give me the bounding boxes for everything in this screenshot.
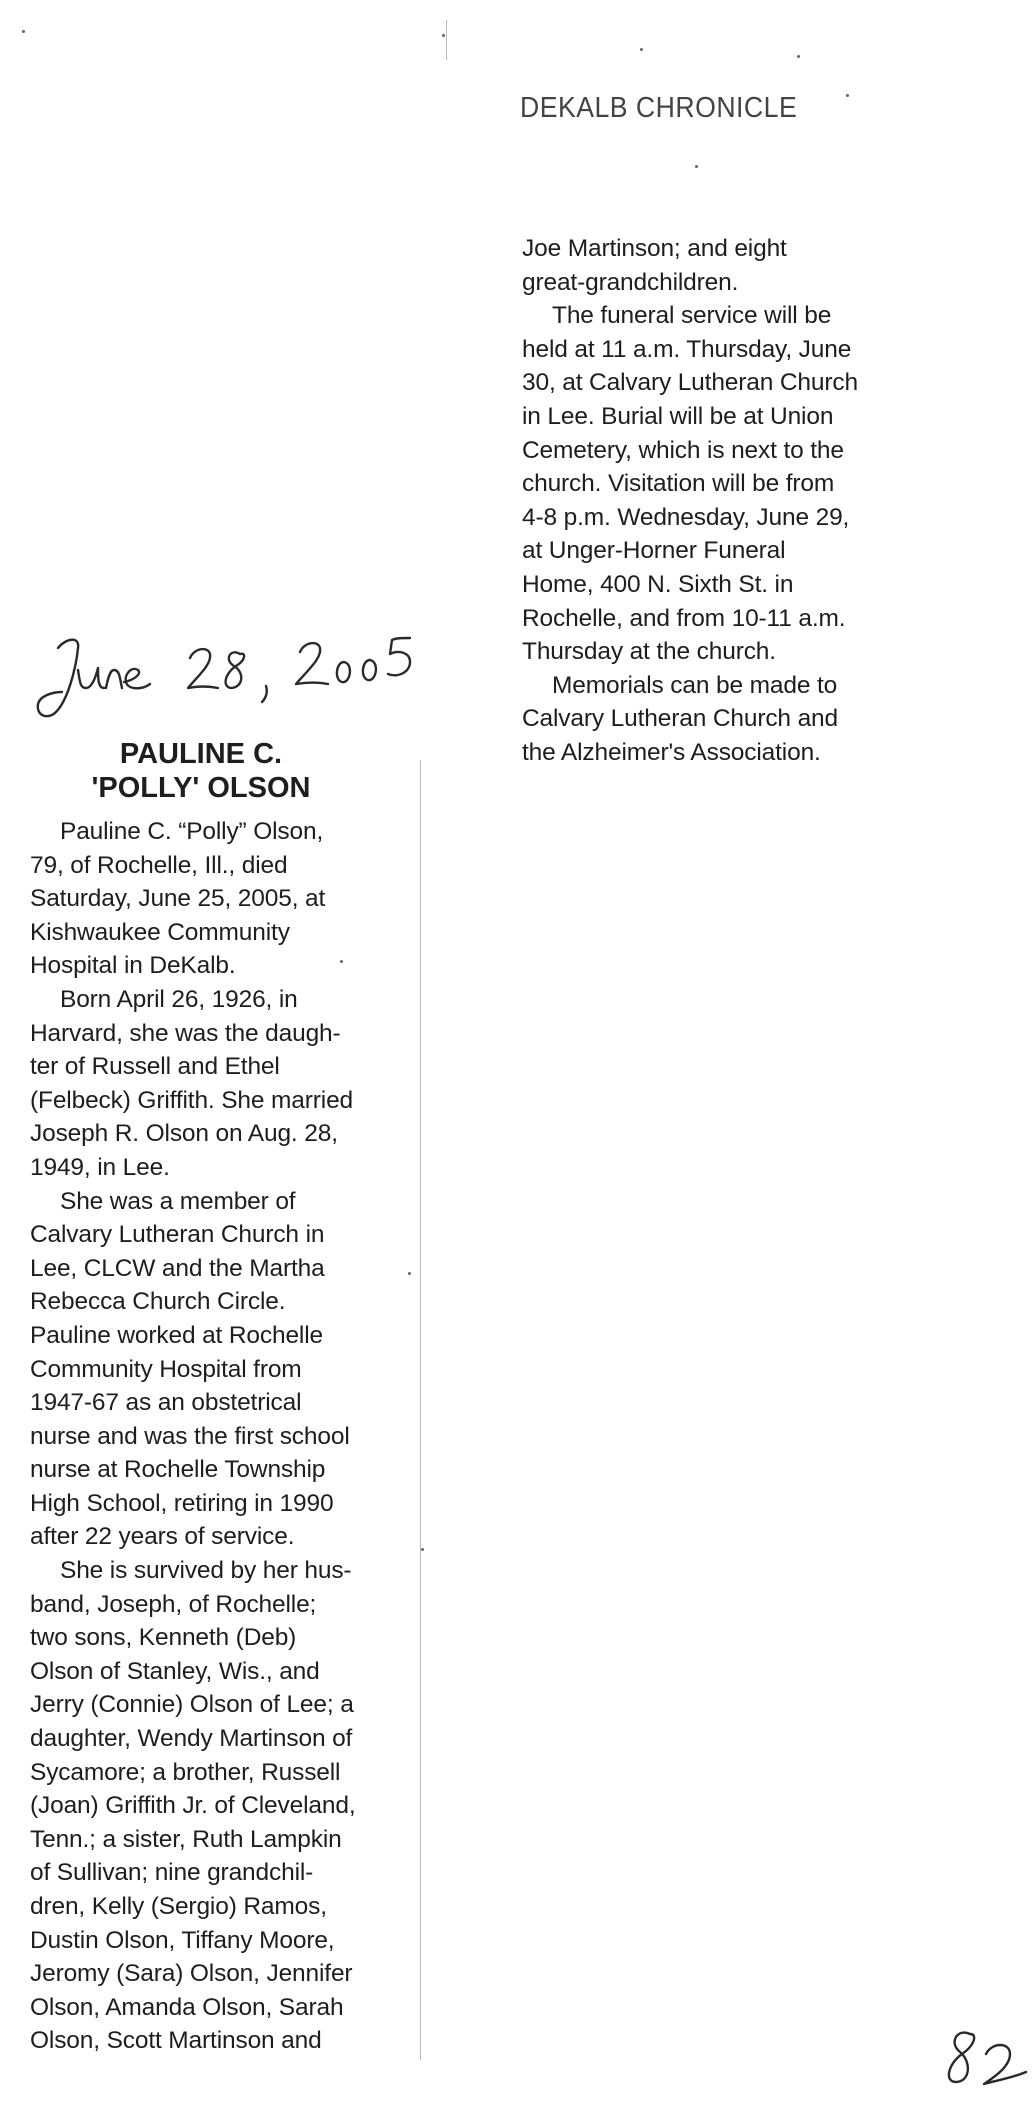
text-line: Olson, Scott Martinson and — [30, 2027, 322, 2055]
text-line: Born April 26, 1926, in — [60, 985, 298, 1013]
text-line: ter of Russell and Ethel — [30, 1053, 280, 1081]
text-line: She was a member of — [60, 1187, 296, 1215]
scan-edge-mark — [446, 20, 447, 60]
text-line: Kishwaukee Community — [30, 918, 290, 946]
text-line: Pauline C. “Polly” Olson, — [60, 818, 324, 845]
text-line: High School, retiring in 1990 — [30, 1489, 334, 1517]
text-line: Harvard, she was the daugh- — [30, 1019, 341, 1047]
text-line: Thursday at the church. — [522, 638, 776, 666]
scan-speck — [846, 94, 849, 97]
text-line: band, Joseph, of Rochelle; — [30, 1590, 317, 1618]
text-line: Home, 400 N. Sixth St. in — [522, 570, 794, 598]
text-line: (Felbeck) Griffith. She married — [30, 1086, 354, 1114]
masthead-stamp: DEKALB CHRONICLE — [520, 92, 798, 124]
text-line: Pauline worked at Rochelle — [30, 1321, 323, 1349]
text-line: held at 11 a.m. Thursday, June — [522, 335, 852, 363]
text-line: Calvary Lutheran Church and — [522, 705, 838, 733]
text-line: Lee, CLCW and the Martha — [30, 1254, 325, 1282]
text-line: nurse at Rochelle Township — [30, 1456, 326, 1484]
text-line: The funeral service will be — [552, 302, 832, 330]
text-line: of Sullivan; nine grandchil- — [30, 1859, 314, 1887]
text-line: great-grandchildren. — [522, 268, 739, 296]
text-line: two sons, Kenneth (Deb) — [30, 1624, 297, 1652]
left-column-text — [30, 815, 356, 2058]
scan-speck — [695, 165, 698, 168]
headline-line-2: 'POLLY' OLSON — [91, 772, 311, 804]
text-line: Calvary Lutheran Church in — [30, 1221, 325, 1249]
text-line: 4-8 p.m. Wednesday, June 29, — [522, 503, 850, 531]
scan-speck — [640, 48, 643, 51]
text-line: Joe Martinson; and eight — [522, 235, 787, 262]
text-line: Rebecca Church Circle. — [30, 1288, 286, 1316]
text-line: Rochelle, and from 10-11 a.m. — [522, 604, 846, 632]
handwritten-date — [18, 608, 438, 728]
scan-speck — [340, 960, 343, 963]
text-line: 1947-67 as an obstetrical — [30, 1389, 302, 1417]
text-line: Jerry (Connie) Olson of Lee; a — [30, 1691, 354, 1719]
text-line: Hospital in DeKalb. — [30, 952, 236, 980]
scan-speck — [442, 34, 445, 37]
text-line: Olson, Amanda Olson, Sarah — [30, 1993, 344, 2021]
text-line: daughter, Wendy Martinson of — [30, 1725, 353, 1753]
text-line: Community Hospital from — [30, 1355, 302, 1383]
scan-speck — [421, 1548, 424, 1551]
text-line: the Alzheimer's Association. — [522, 738, 821, 766]
text-line: Olson of Stanley, Wis., and — [30, 1657, 320, 1685]
text-line: Joseph R. Olson on Aug. 28, — [30, 1120, 338, 1148]
scan-speck — [797, 55, 800, 58]
text-line: She is survived by her hus- — [60, 1557, 352, 1585]
text-line: after 22 years of service. — [30, 1523, 295, 1551]
obituary-headline — [30, 737, 372, 805]
text-line: 30, at Calvary Lutheran Church — [522, 369, 858, 397]
text-line: Saturday, June 25, 2005, at — [30, 885, 326, 913]
text-line: Dustin Olson, Tiffany Moore, — [30, 1926, 335, 1954]
text-line: dren, Kelly (Sergio) Ramos, — [30, 1893, 327, 1920]
text-line: church. Visitation will be from — [522, 470, 835, 498]
handwritten-page-number — [940, 2020, 1030, 2100]
text-line: Sycamore; a brother, Russell — [30, 1758, 341, 1786]
text-line: Memorials can be made to — [552, 671, 838, 699]
text-line: Cemetery, which is next to the — [522, 436, 844, 464]
text-line: Jeromy (Sara) Olson, Jennifer — [30, 1960, 353, 1988]
column-edge-shadow — [420, 760, 421, 2060]
scan-speck — [408, 1272, 411, 1275]
text-line: at Unger-Horner Funeral — [522, 537, 786, 565]
right-column-text — [522, 232, 858, 770]
text-line: (Joan) Griffith Jr. of Cleveland, — [30, 1792, 356, 1820]
text-line: 1949, in Lee. — [30, 1153, 170, 1181]
headline-line-1: PAULINE C. — [119, 738, 283, 770]
text-line: Tenn.; a sister, Ruth Lampkin — [30, 1825, 342, 1853]
text-line: nurse and was the first school — [30, 1422, 350, 1450]
text-line: in Lee. Burial will be at Union — [522, 402, 834, 430]
scan-speck — [22, 30, 25, 33]
text-line: 79, of Rochelle, Ill., died — [30, 851, 288, 879]
